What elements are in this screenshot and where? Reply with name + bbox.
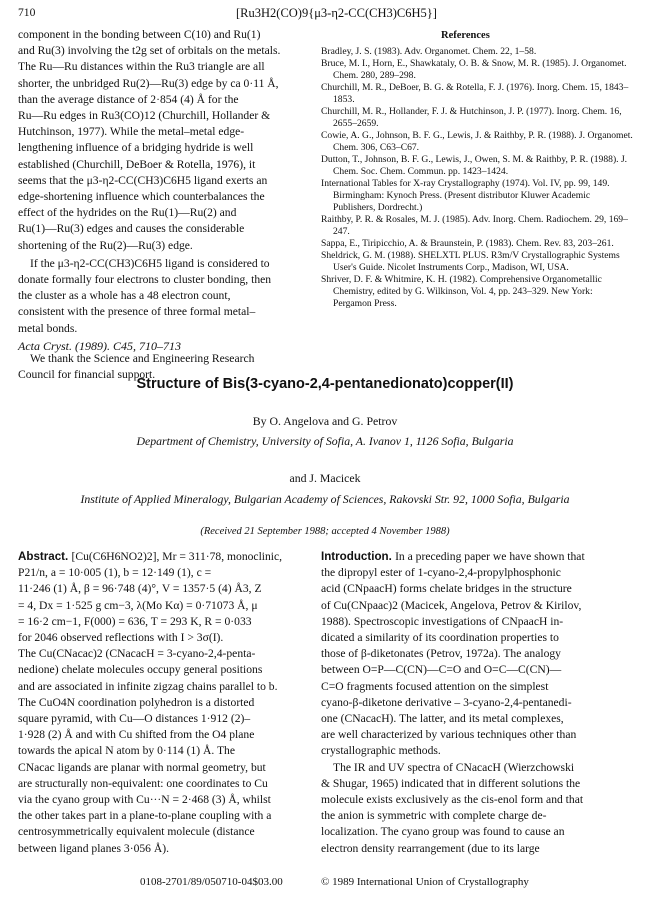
text-line: metal bonds. bbox=[18, 321, 78, 335]
received-dates: (Received 21 September 1988; accepted 4 November 1988) bbox=[200, 526, 450, 537]
reference-item: Dutton, T., Johnson, B. F. G., Lewis, J., Owen, S. M. & Raithby, P. R. (1988). J. Chem. Soc. Chem. Commun. pp. 1423–1424. bbox=[321, 154, 628, 177]
intro-line: are well characterized by various techniques other than bbox=[321, 728, 577, 742]
abstract-line: via the cyano group with Cu···N = 2·468 (3) Å, whilst bbox=[18, 793, 271, 806]
abstract-line: are structurally non-equivalent: one coordinates to Cu bbox=[18, 776, 268, 790]
intro-line-label: Introduction. bbox=[321, 550, 396, 563]
text-line: Council for financial support. bbox=[18, 368, 156, 381]
text-line: effect of the hydrides on the Ru(1)—Ru(2) and bbox=[18, 206, 237, 220]
abstract-line: square pyramid, with Cu—O distances 1·912 (2)– bbox=[18, 712, 251, 725]
text-line: and Ru(3) involving the t2g set of orbitals on the metals. bbox=[18, 44, 281, 58]
intro-line: & Shugar, 1965) indicated that in different solutions the bbox=[321, 776, 581, 790]
article-code: 0108-2701/89/050710-04$03.00 bbox=[140, 876, 283, 888]
article-title: Structure of Bis(3-cyano-2,4-pentanedionato)copper(II) bbox=[136, 376, 514, 392]
abstract-line: CNacac ligands are planar with normal geometry, but bbox=[18, 760, 266, 774]
abstract-line: nedione) chelate molecules occupy general positions bbox=[18, 663, 263, 677]
intro-line: one (CNacacH). The latter, and its metal complexes, bbox=[321, 712, 564, 725]
abstract-line-label: Abstract. bbox=[18, 550, 72, 563]
intro-line: between O=P—C(CN)—C=O and O=C—C(CN)— bbox=[321, 663, 562, 677]
intro-line: of Cu(CNpaac)2 (Macicek, Angelova, Petrov & Kirilov, bbox=[321, 598, 582, 612]
text-line: donate formally four electrons to cluster bonding, then bbox=[18, 273, 272, 286]
intro-line: acid (CNpaacH) forms chelate bridges in the structure bbox=[321, 582, 572, 596]
text-line: consistent with the presence of three formal metal– bbox=[18, 305, 256, 319]
abstract-line: for 2046 observed reflections with I > 3σ(I). bbox=[18, 631, 224, 644]
reference-item: Bruce, M. I., Horn, E., Shawkataly, O. B. & Snow, M. R. (1985). J. Organomet. Chem. 280, 289–298. bbox=[321, 58, 627, 81]
intro-line: the dipropyl ester of 1-cyano-2,4-propylphosphonic bbox=[321, 566, 561, 580]
intro-line: dicated a similarity of its coordination properties to bbox=[321, 631, 559, 644]
intro-line: molecule exists exclusively as the cis-enol form and that bbox=[321, 793, 584, 806]
intro-line: crystallographic methods. bbox=[321, 744, 441, 758]
intro-line: The IR and UV spectra of CNacacH (Wierzchowski bbox=[333, 760, 575, 774]
text-line: the cluster as a whole has a 48 electron count, bbox=[18, 289, 231, 303]
abstract-line: towards the apical N atom by 0·114 (1) Å. The bbox=[18, 744, 236, 758]
affiliation-1: Department of Chemistry, University of Sofia, A. Ivanov 1, 1126 Sofia, Bulgaria bbox=[136, 434, 514, 448]
text-line: edge-shortening influence which counterbalances the bbox=[18, 190, 265, 203]
affiliation-2: Institute of Applied Mineralogy, Bulgarian Academy of Sciences, Rakovski Str. 92, 1000 Sofia, Bulgaria bbox=[80, 492, 570, 506]
text-line: shorter, the unbridged Ru(2)—Ru(3) edge by ca 0·11 Å, bbox=[18, 76, 279, 90]
reference-item: Shriver, D. F. & Whitmire, K. H. (1982). Comprehensive Organometallic Chemistry, edited by G. Wilkinson, Vol. 4, pp. 243–329. New York: Pergamon Press. bbox=[321, 274, 602, 309]
abstract-line: = 16·2 cm−1, F(000) = 636, T = 293 K, R = 0·033 bbox=[18, 614, 252, 628]
abstract-line: The CuO4N coordination polyhedron is a distorted bbox=[18, 695, 255, 709]
text-line: component in the bonding between C(10) and Ru(1) bbox=[18, 28, 261, 41]
text-line: lengthening influence of a bridging hydride is well bbox=[18, 141, 254, 155]
text-line: The Ru—Ru distances within the Ru3 triangle are all bbox=[18, 60, 265, 74]
copyright-notice: © 1989 International Union of Crystallography bbox=[321, 876, 529, 888]
intro-line: 1988). Spectroscopic investigations of CNpaacH in- bbox=[321, 614, 564, 628]
abstract-line: 11·246 (1) Å, β = 96·748 (4)°, V = 1357·5 (4) Å3, Z bbox=[18, 582, 262, 596]
abstract-line: between ligand planes 3·056 Å). bbox=[18, 841, 169, 855]
abstract-line: The Cu(CNacac)2 (CNacacH = 3-cyano-2,4-penta- bbox=[18, 647, 256, 661]
article-citation: Acta Cryst. (1989). C45, 710–713 bbox=[18, 339, 181, 353]
text-line: Ru—Ru edges in Ru3(CO)12 (Churchill, Hollander & bbox=[18, 109, 271, 122]
intro-line: those of β-diketonates (Petrov, 1972a). The analogy bbox=[321, 647, 561, 661]
text-line: shortening of the Ru(2)—Ru(3) edge. bbox=[18, 238, 193, 252]
text-line: We thank the Science and Engineering Research bbox=[30, 351, 255, 365]
intro-line: localization. The cyano group was found to cause an bbox=[321, 825, 565, 839]
abstract-line: centrosymmetrically equivalent molecule (distance bbox=[18, 825, 255, 839]
intro-line: cyano-β-diketone derivative – 3-cyano-2,4-pentanedi- bbox=[321, 695, 572, 709]
references-list bbox=[321, 46, 633, 310]
reference-item: Sheldrick, G. M. (1988). SHELXTL PLUS. R3m/V Crystallographic Systems User's Guide. Nicolet Instruments Corp., Madison, WI, USA. bbox=[321, 250, 620, 273]
text-line: Ru(1)—Ru(3) edges and causes the considerable bbox=[18, 222, 245, 236]
text-line: seems that the μ3-η2-CC(CH3)C6H5 ligand exerts an bbox=[18, 173, 268, 187]
reference-item: Churchill, M. R., DeBoer, B. G. & Rotella, F. J. (1976). Inorg. Chem. 15, 1843–1853. bbox=[321, 82, 629, 105]
abstract-line: 1·928 (2) Å and with Cu shifted from the O4 plane bbox=[18, 728, 255, 742]
intro-line: the anion is symmetric with complete charge de- bbox=[321, 809, 547, 823]
reference-item: Churchill, M. R., Hollander, F. J. & Hutchinson, J. P. (1977). Inorg. Chem. 16, 2655–2659. bbox=[321, 106, 622, 129]
reference-item: Raithby, P. R. & Rosales, M. J. (1985). Adv. Inorg. Chem. Radiochem. 29, 169–247. bbox=[321, 214, 628, 237]
intro-line: C=O fragments focused attention on the simplest bbox=[321, 679, 549, 693]
abstract-line: the other takes part in a plane-to-plane coupling with a bbox=[18, 809, 272, 823]
abstract-line: Abstract. [Cu(C6H6NO2)2], Mr = 311·78, monoclinic, bbox=[18, 550, 283, 563]
running-title: [Ru3H2(CO)9{μ3-η2-CC(CH3)C6H5}] bbox=[236, 6, 437, 20]
reference-item: Bradley, J. S. (1983). Adv. Organomet. Chem. 22, 1–58. bbox=[321, 46, 537, 57]
authors-1: By O. Angelova and G. Petrov bbox=[252, 414, 398, 428]
text-line: Hutchinson, 1977). While the metal–metal edge- bbox=[18, 125, 245, 139]
reference-item: Cowie, A. G., Johnson, B. F. G., Lewis, J. & Raithby, P. R. (1988). J. Organomet. Chem. 306, C63–C67. bbox=[321, 130, 633, 153]
text-line: than the average distance of 2·854 (4) Å for the bbox=[18, 92, 239, 106]
text-line: If the μ3-η2-CC(CH3)C6H5 ligand is considered to bbox=[30, 256, 270, 270]
abstract-line: P21/n, a = 10·005 (1), b = 12·149 (1), c = bbox=[18, 566, 212, 580]
text-line: established (Churchill, DeBoer & Rotella, 1976), it bbox=[18, 157, 256, 171]
abstract-line: = 4, Dx = 1·525 g cm−3, λ(Mo Kα) = 0·71073 Å, μ bbox=[18, 598, 258, 612]
reference-item: Sappa, E., Tiripicchio, A. & Braunstein, P. (1983). Chem. Rev. 83, 203–261. bbox=[321, 238, 614, 249]
intro-line: electron density rearrangement (due to its large bbox=[321, 841, 540, 855]
page-number: 710 bbox=[18, 6, 36, 19]
abstract-line: and are associated in infinite zigzag chains parallel to b. bbox=[18, 679, 278, 693]
intro-line: Introduction. In a preceding paper we have shown that bbox=[321, 550, 585, 563]
authors-2: and J. Macicek bbox=[289, 471, 361, 485]
references-heading: References bbox=[441, 30, 490, 41]
reference-item: International Tables for X-ray Crystallography (1974). Vol. IV, pp. 99, 149. Birmingham: Kynoch Press. (Present distributor Kluwer Academic Publishers, Dordrecht.) bbox=[321, 178, 610, 213]
